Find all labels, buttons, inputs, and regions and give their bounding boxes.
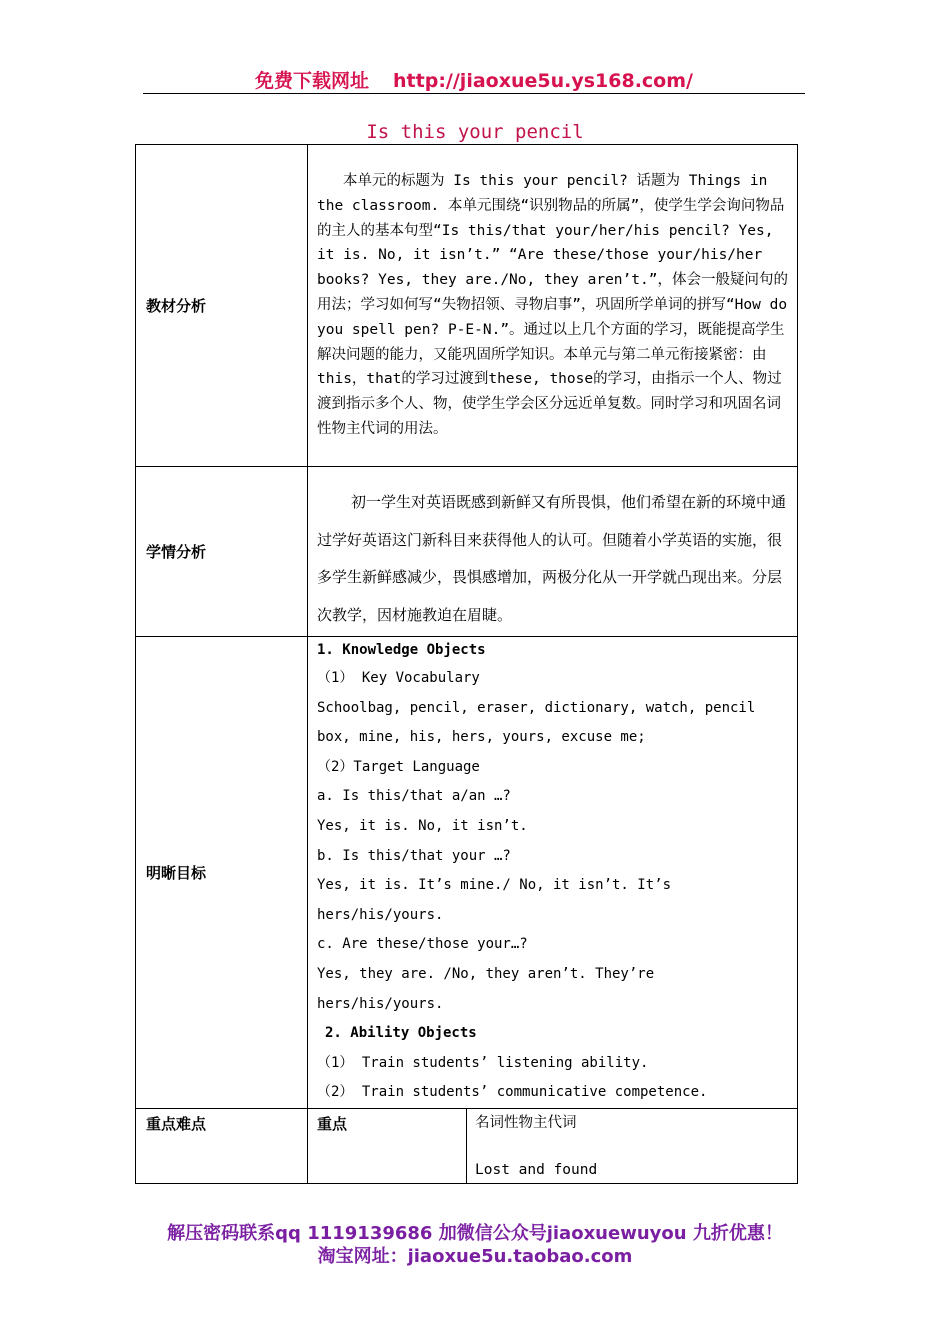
key-point-item: 名词性物主代词: [475, 1115, 577, 1131]
row-objectives: [136, 637, 798, 1109]
objective-line: hers/his/yours.: [317, 906, 444, 923]
download-site-header: [143, 66, 805, 93]
row-student-analysis: [136, 467, 798, 637]
student-analysis-label: 学情分析: [136, 467, 308, 637]
footer-shop-url[interactable]: 淘宝网址：jiaoxue5u.taobao.com: [317, 1246, 633, 1267]
objective-line: （1） Key Vocabulary: [317, 670, 480, 686]
objective-line: （2） Train students’ communicative competence.: [317, 1084, 708, 1101]
objective-line: c. Are these/those your…?: [317, 936, 528, 953]
student-analysis-text: 初一学生对英语既感到新鲜又有所畏惧，他们希望在新的环境中通过学好英语这门新科目来获得他人的认可。但随着小学英语的实施，很多学生新鲜感减少，畏惧感增加，两极分化从一开学就凸现出来。分层次教学，因材施教迫在眉睫。: [317, 493, 787, 624]
key-points-sublabel: 重点: [308, 1109, 467, 1184]
textbook-analysis-label: 教材分析: [136, 145, 308, 467]
document-title: Is this your pencil: [366, 121, 584, 143]
objective-line: （1） Train students’ listening ability.: [317, 1054, 649, 1071]
key-point-item: Lost and found: [475, 1162, 598, 1178]
key-points-label: 重点难点: [136, 1109, 308, 1184]
objectives-label: 明晰目标: [136, 637, 308, 1109]
objective-line: Yes, it is. No, it isn’t.: [317, 817, 528, 834]
footer-contact: 解压密码联系qq 1119139686 加微信公众号jiaoxuewuyou 九折优惠！: [167, 1223, 783, 1244]
objective-line: 2. Ability Objects: [325, 1025, 477, 1042]
student-analysis-cell: [308, 467, 798, 637]
objective-line: Yes, they are. /No, they aren’t. They’re: [317, 965, 655, 982]
header-divider: [143, 93, 805, 94]
textbook-analysis-text: 本单元的标题为 Is this your pencil? 话题为 Things in the classroom. 本单元围绕“识别物品的所属”，使学生学会询问物品的主人的基本句型“Is this/that your/her/his pencil? Yes, it is. No, it isn’t.” “Are these/those your/his/her books? Yes, they are./No, they aren’t.”，体会一般疑问句的用法；学习如何写“失物招领、寻物启事”，巩固所学单词的拼写“How do you spell pen? P-E-N.”。通过以上几个方面的学习，既能提高学生解决问题的能力，又能巩固所学知识。本单元与第二单元衔接紧密：由this，that的学习过渡到these, those的学习，由指示一个人、物过渡到指示多个人、物，使学生学会区分远近单复数。同时学习和巩固名词性物主代词的用法。: [317, 173, 788, 437]
row-textbook-analysis: [136, 145, 798, 467]
objective-line: （2）Target Language: [317, 758, 480, 775]
objective-line: hers/his/yours.: [317, 995, 444, 1012]
objective-line: box, mine, his, hers, yours, excuse me;: [317, 729, 646, 746]
lesson-plan-table: [135, 144, 798, 1184]
objective-line: 1. Knowledge Objects: [317, 642, 486, 658]
textbook-analysis-cell: [308, 145, 798, 467]
row-key-points: [136, 1109, 798, 1184]
key-points-content: [467, 1109, 798, 1184]
objective-line: b. Is this/that your …?: [317, 847, 511, 864]
objective-line: Schoolbag, pencil, eraser, dictionary, watch, pencil: [317, 699, 756, 716]
objective-line: a. Is this/that a/an …?: [317, 788, 511, 805]
objectives-cell: [308, 637, 798, 1109]
site-url-link[interactable]: http://jiaoxue5u.ys168.com/: [393, 70, 693, 92]
objective-line: Yes, it is. It’s mine./ No, it isn’t. It’s: [317, 877, 672, 894]
site-label: 免费下载网址: [255, 70, 370, 92]
